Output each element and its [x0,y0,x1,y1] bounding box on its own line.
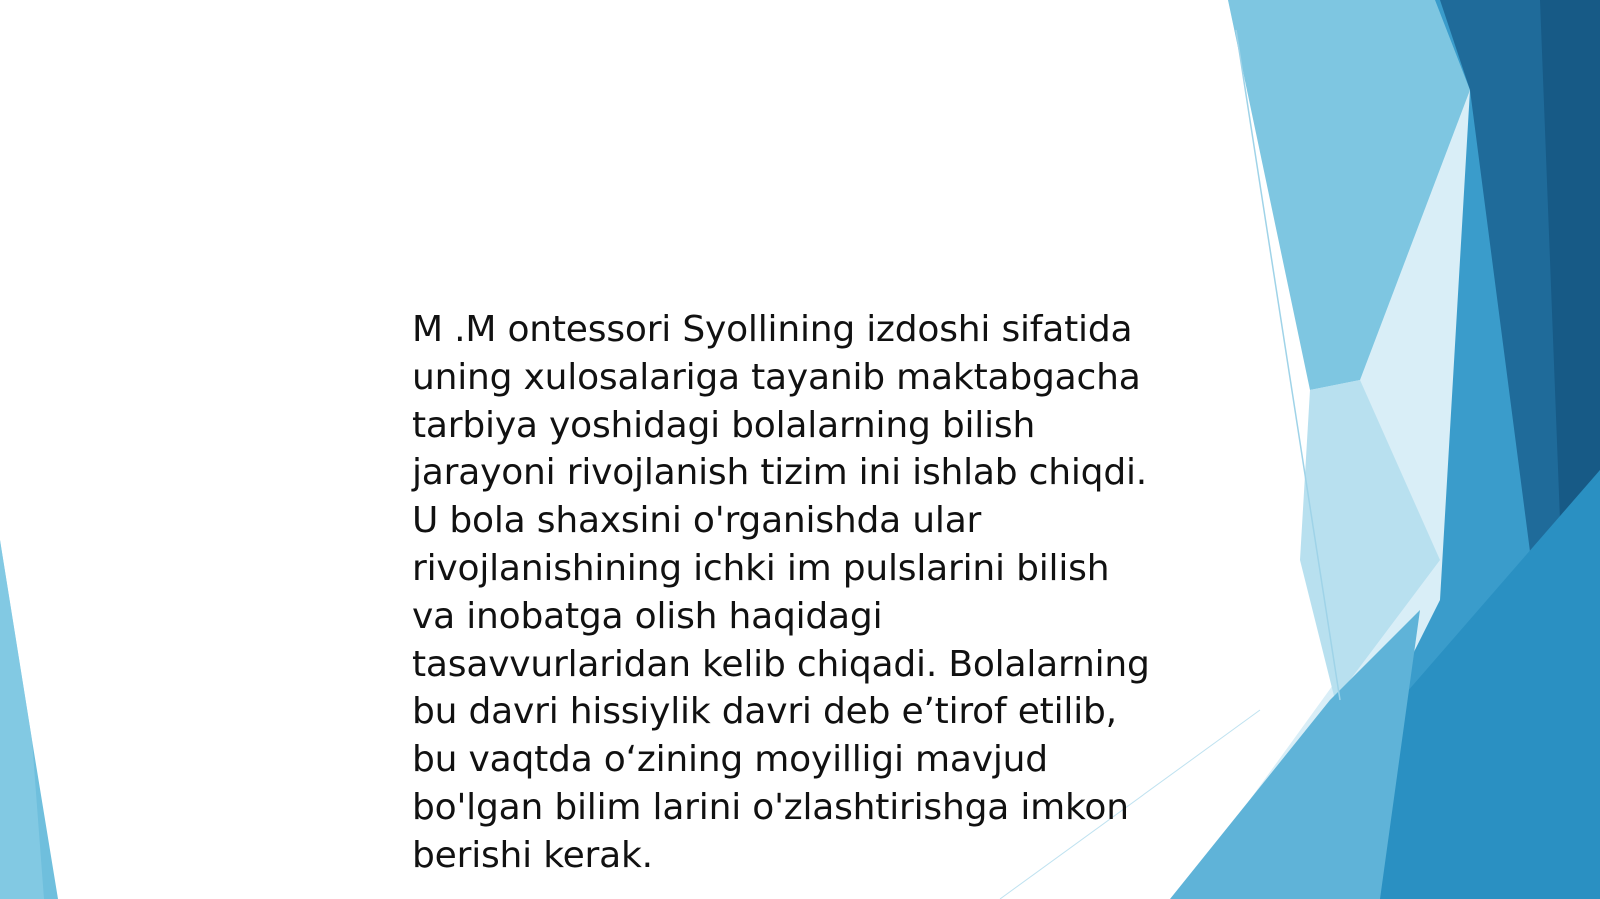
left-edge-shape-light [0,540,44,899]
right-bottom-light [1170,610,1420,899]
slide-body-text: M .M ontessori Syollining izdoshi sifatida uning xulosalariga tayanib maktabgacha tarbiya yoshidagi bolalarning bilish jarayoni rivojlanish tizim ini ishlab chiqdi. U bola shaxsini o'rganishda ular rivojlanishining ichki im pulslarini bilish va inobatga olish haqidagi tasavvurlaridan kelib chiqadi. Bolalarning bu davri hissiylik davri deb e’tirof etilib, bu vaqtda o‘zining moyilligi mavjud bo'lgan bilim larini o'zlashtirishga imkon berishi kerak. [412,309,1150,876]
